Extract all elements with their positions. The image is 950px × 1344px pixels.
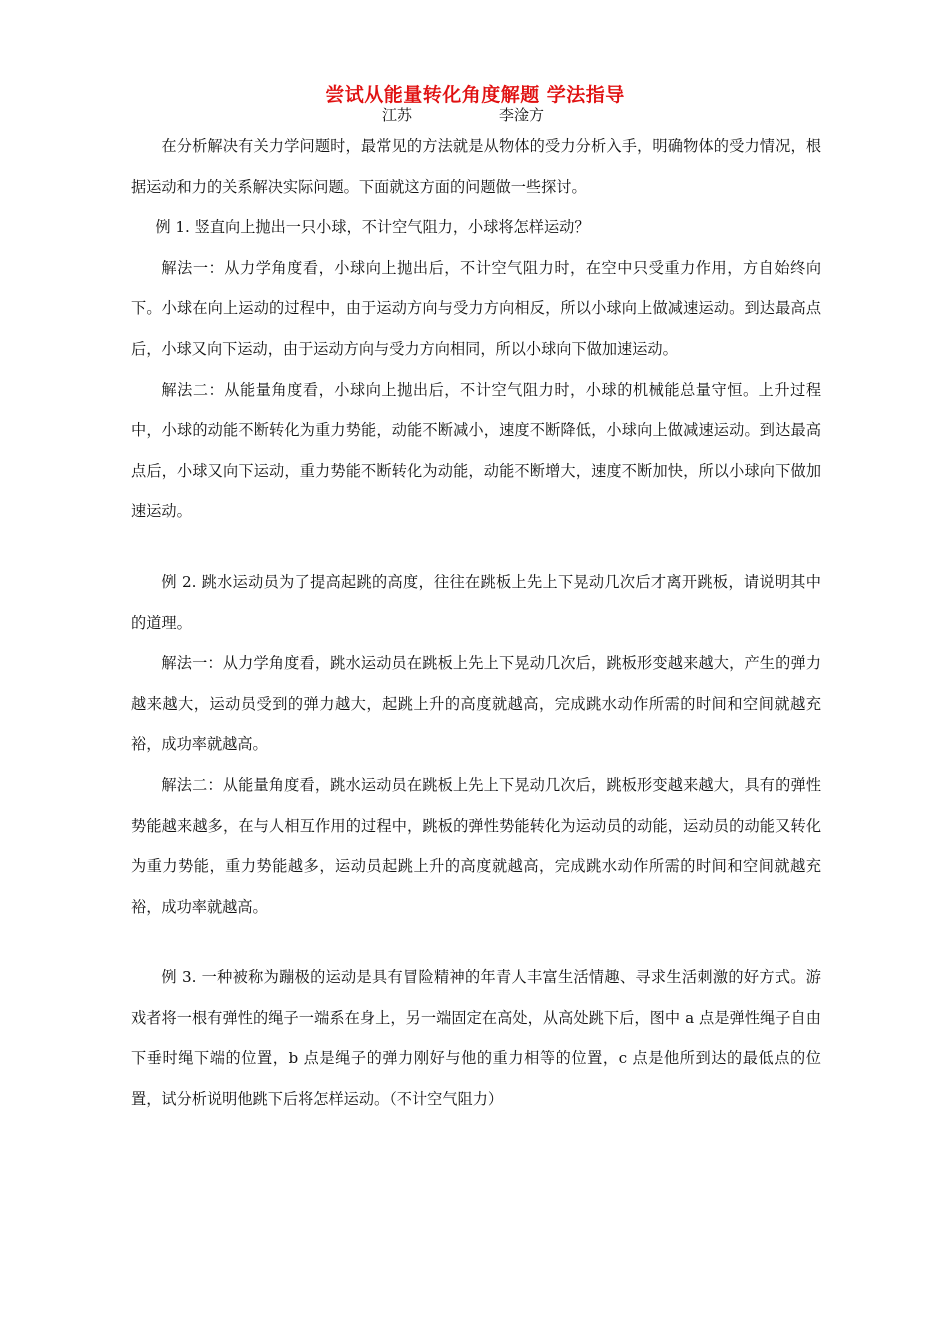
example-2-solution-2: 解法二：从能量角度看，跳水运动员在跳板上先上下晃动几次后，跳板形变越来越大，具有的弹性势能越来越多，在与人相互作用的过程中，跳板的弹性势能转化为运动员的动能，运动员的动能又转化为重力势能，重力势能越多，运动员起跳上升的高度就越高，完成跳水动作所需的时间和空间就越充裕，成功率就越高。 (131, 775, 821, 916)
document-body (131, 126, 821, 1120)
document-title: 尝试从能量转化角度解题 学法指导 (325, 84, 625, 106)
example-1-solution-2: 解法二：从能量角度看，小球向上抛出后，不计空气阻力时，小球的机械能总量守恒。上升过程中，小球的动能不断转化为重力势能，动能不断减小，速度不断降低，小球向上做减速运动。到达最高点后，小球又向下运动，重力势能不断转化为动能，动能不断增大，速度不断加快，所以小球向下做加速运动。 (131, 380, 821, 521)
example-2-solution-1: 解法一：从力学角度看，跳水运动员在跳板上先上下晃动几次后，跳板形变越来越大，产生的弹力越来越大，运动员受到的弹力越大，起跳上升的高度就越高，完成跳水动作所需的时间和空间就越充裕，成功率就越高。 (131, 654, 821, 754)
author-name: 李淦方 (499, 106, 545, 124)
example-2-question: 例 2. 跳水运动员为了提高起跳的高度，往往在跳板上先上下晃动几次后才离开跳板，请说明其中的道理。 (131, 572, 821, 632)
byline (0, 104, 950, 126)
example-1-solution-1: 解法一：从力学角度看，小球向上抛出后，不计空气阻力时，在空中只受重力作用，方自始终向下。小球在向上运动的过程中，由于运动方向与受力方向相反，所以小球向上做减速运动。到达最高点后，小球又向下运动，由于运动方向与受力方向相同，所以小球向下做加速运动。 (131, 258, 821, 358)
example-3-question: 例 3. 一种被称为蹦极的运动是具有冒险精神的年青人丰富生活情趣、寻求生活刺激的好方式。游戏者将一根有弹性的绳子一端系在身上，另一端固定在高处，从高处跳下后，图中 a 点是弹性绳子自由下垂时绳下端的位置，b 点是绳子的弹力刚好与他的重力相等的位置，c 点是他所到达的最低点的位置，试分析说明他跳下后将怎样运动。（不计空气阻力） (131, 968, 821, 1109)
author-region: 江苏 (382, 106, 413, 124)
intro-paragraph: 在分析解决有关力学问题时，最常见的方法就是从物体的受力分析入手，明确物体的受力情况，根据运动和力的关系解决实际问题。下面就这方面的问题做一些探讨。 (131, 137, 821, 196)
example-1-question: 例 1. 竖直向上抛出一只小球，不计空气阻力，小球将怎样运动？ (155, 218, 590, 237)
